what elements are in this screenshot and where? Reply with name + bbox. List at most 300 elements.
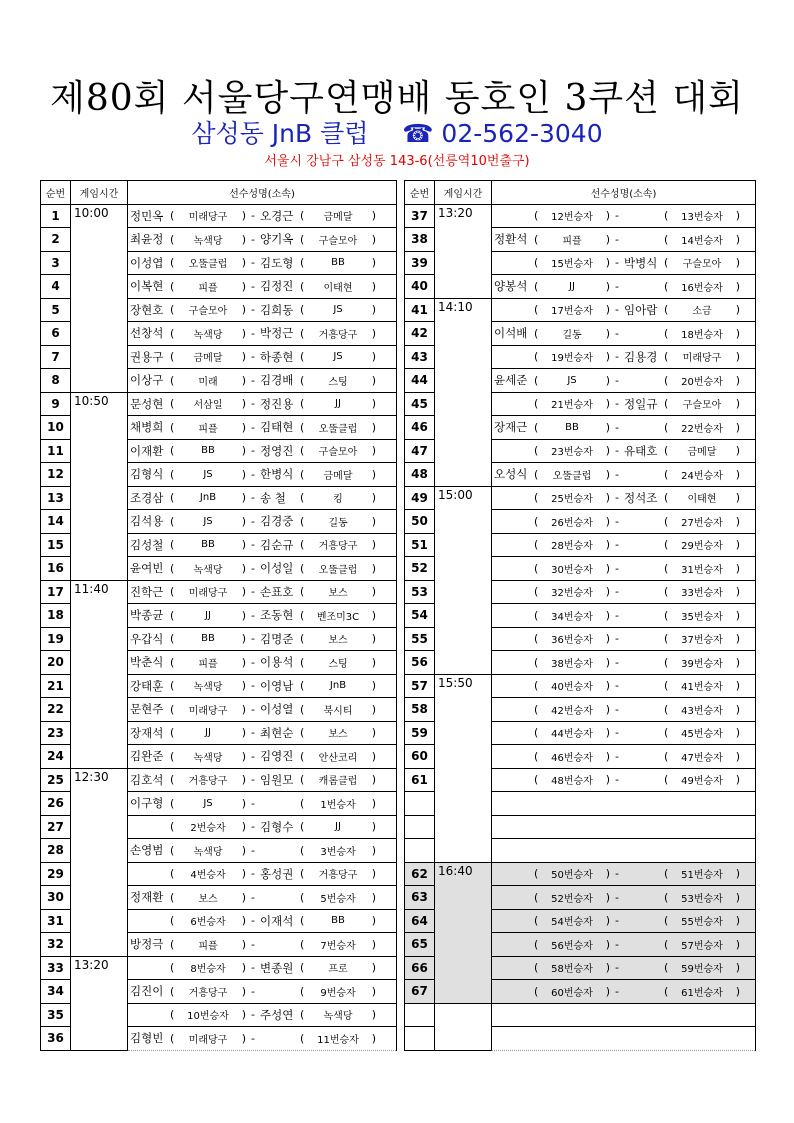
player-2-name: 정석조: [624, 490, 658, 505]
player-1-club: ( JnB ): [170, 491, 246, 505]
match-number: 7: [41, 345, 71, 369]
match-number: [405, 1003, 435, 1027]
versus-dash: -: [251, 561, 255, 575]
player-1-club-name: 보스: [198, 893, 218, 905]
versus-dash: -: [251, 514, 255, 528]
player-2-club: ( 41번승자 ): [664, 679, 740, 694]
phone-label: 02-562-3040: [441, 119, 603, 148]
player-1-name: 김호석: [130, 772, 164, 787]
versus-dash: -: [251, 726, 255, 740]
match-number: 11: [41, 439, 71, 463]
player-1-club-name: 36번승자: [551, 635, 593, 647]
match-number: 16: [41, 557, 71, 581]
player-2-name: 김희동: [260, 302, 294, 317]
player-1-club: ( BB ): [170, 444, 246, 458]
player-pair: [492, 322, 755, 345]
player-2-club-name: 24번승자: [681, 470, 723, 482]
versus-dash: -: [615, 397, 619, 411]
player-2-name: 김경중: [260, 514, 294, 529]
player-1-club-name: 4번승자: [190, 870, 226, 882]
player-2-club-name: 5번승자: [320, 893, 356, 905]
player-1-club-name: 40번승자: [551, 682, 593, 694]
player-2-club-name: 61번승자: [681, 987, 723, 999]
versus-dash: -: [615, 914, 619, 928]
player-2-club: ( BB ): [300, 914, 376, 928]
player-1-club-name: BB: [565, 421, 579, 433]
col-seq: 순번: [405, 181, 435, 205]
versus-dash: -: [615, 984, 619, 998]
player-pair: [128, 557, 396, 580]
player-1-club-name: 피플: [198, 658, 218, 670]
player-1-club-name: 15번승자: [551, 259, 593, 271]
player-1-club-name: 58번승자: [551, 964, 593, 976]
player-1-club: ( 피플 ): [170, 420, 246, 435]
player-2-name: 유태호: [624, 443, 658, 458]
player-1-club: ( BB ): [534, 420, 610, 434]
game-time: [435, 1003, 492, 1050]
player-1-club: ( JJ ): [170, 608, 246, 622]
player-2-name: 변종원: [260, 960, 294, 975]
player-pair: [128, 346, 396, 369]
match-number: 65: [405, 933, 435, 957]
player-1-club-name: 피플: [198, 282, 218, 294]
player-2-name: 손표호: [260, 584, 294, 599]
player-1-club-name: 34번승자: [551, 611, 593, 623]
match-players: [128, 768, 397, 792]
match-number: 2: [41, 228, 71, 252]
player-1-club: ( 21번승자 ): [534, 397, 610, 412]
match-players: [492, 886, 756, 910]
match-players: [492, 416, 756, 440]
player-2-name: 한병식: [260, 467, 294, 482]
player-pair: [492, 863, 755, 886]
player-1-club: ( 2번승자 ): [170, 820, 246, 835]
player-1-club: ( 19번승자 ): [534, 350, 610, 365]
match-players: [128, 298, 397, 322]
player-pair: [492, 487, 755, 510]
player-pair: [128, 510, 396, 533]
player-pair: [492, 769, 755, 792]
versus-dash: -: [615, 561, 619, 575]
player-1-club: ( 서삼일 ): [170, 397, 246, 412]
col-players: 선수성명(소속): [128, 181, 397, 205]
match-number: [405, 839, 435, 863]
player-1-name: 김형빈: [130, 1031, 164, 1046]
player-pair: [128, 769, 396, 792]
player-1-name: 박춘식: [130, 655, 164, 670]
versus-dash: -: [251, 655, 255, 669]
player-pair: [128, 1004, 396, 1027]
player-2-name: 홍성권: [260, 866, 294, 881]
match-number: 15: [41, 533, 71, 557]
player-1-name: 오성식: [494, 467, 528, 482]
player-1-club: ( 오뚤클럽 ): [170, 256, 246, 271]
player-1-club: ( 오뚤클럽 ): [534, 467, 610, 482]
versus-dash: -: [615, 632, 619, 646]
player-1-name: 이구형: [130, 796, 164, 811]
match-players: [492, 627, 756, 651]
player-pair: [492, 299, 755, 322]
player-1-club-name: 미래당구: [188, 1034, 228, 1046]
player-1-club: ( 미래당구 ): [170, 702, 246, 717]
versus-dash: -: [615, 890, 619, 904]
player-1-name: 문현주: [130, 702, 164, 717]
player-1-club-name: 6번승자: [190, 917, 226, 929]
player-2-club-name: 31번승자: [681, 564, 723, 576]
player-1-club-name: JnB: [199, 492, 217, 504]
player-1-club-name: 녹색당: [193, 752, 223, 764]
versus-dash: -: [251, 843, 255, 857]
player-2-name: 박정근: [260, 326, 294, 341]
match-number: 54: [405, 604, 435, 628]
player-pair: [492, 393, 755, 416]
player-2-club: ( 금메달 ): [300, 467, 376, 482]
player-1-name: 김석용: [130, 514, 164, 529]
player-2-club: ( 구슬모아 ): [664, 256, 740, 271]
player-2-club: ( 29번승자 ): [664, 538, 740, 553]
player-2-club: ( 20번승자 ): [664, 373, 740, 388]
match-number: 21: [41, 674, 71, 698]
player-2-club: ( 구슬모아 ): [300, 232, 376, 247]
player-1-club-name: 녹색당: [193, 329, 223, 341]
match-players: [128, 204, 397, 228]
player-2-name: 최현순: [260, 725, 294, 740]
player-1-club-name: 오뚤클럽: [188, 259, 228, 271]
match-number: 29: [41, 862, 71, 886]
player-2-club: ( 안산코리 ): [300, 749, 376, 764]
player-pair: [492, 510, 755, 533]
player-2-name: 양기옥: [260, 232, 294, 247]
versus-dash: -: [251, 467, 255, 481]
versus-dash: -: [615, 608, 619, 622]
player-pair: [492, 957, 755, 980]
player-pair: [128, 322, 396, 345]
game-time: 13:20: [71, 956, 128, 1050]
player-2-name: 이용석: [260, 655, 294, 670]
player-2-club-name: 거흥당구: [318, 870, 358, 882]
match-players: [492, 369, 756, 393]
player-1-club: ( 36번승자 ): [534, 632, 610, 647]
versus-dash: -: [615, 444, 619, 458]
player-pair: [128, 792, 396, 815]
player-1-club-name: 48번승자: [551, 776, 593, 788]
player-2-club-name: 오뚤클럽: [318, 564, 358, 576]
player-1-name: 김성철: [130, 537, 164, 552]
versus-dash: -: [251, 702, 255, 716]
player-1-name: 조경삼: [130, 490, 164, 505]
match-players: [128, 839, 397, 863]
player-2-club-name: 길동: [328, 517, 348, 529]
versus-dash: -: [251, 326, 255, 340]
versus-dash: -: [615, 420, 619, 434]
player-2-club: ( 구슬모아 ): [300, 444, 376, 459]
player-2-club: ( 녹색당 ): [300, 1008, 376, 1023]
match-number: 51: [405, 533, 435, 557]
player-pair: [492, 933, 755, 956]
match-players: [492, 980, 756, 1004]
versus-dash: -: [251, 773, 255, 787]
game-time: 14:10: [435, 298, 492, 486]
player-pair: [492, 604, 755, 627]
match-players: [128, 933, 397, 957]
player-1-name: 최윤정: [130, 232, 164, 247]
match-number: 12: [41, 463, 71, 487]
match-players: [128, 1003, 397, 1027]
match-players: [128, 463, 397, 487]
player-pair: [492, 581, 755, 604]
player-2-club-name: 14번승자: [681, 235, 723, 247]
versus-dash: -: [615, 867, 619, 881]
player-pair: [128, 393, 396, 416]
player-pair: [128, 816, 396, 839]
versus-dash: -: [251, 890, 255, 904]
match-players: [128, 745, 397, 769]
player-1-club: ( 금메달 ): [170, 350, 246, 365]
player-2-name: 오경근: [260, 208, 294, 223]
versus-dash: -: [251, 209, 255, 223]
match-players: [492, 956, 756, 980]
player-1-club-name: 녹색당: [193, 846, 223, 858]
match-players: [492, 1027, 756, 1051]
versus-dash: -: [251, 397, 255, 411]
player-1-club: ( 녹색당 ): [170, 749, 246, 764]
versus-dash: -: [615, 726, 619, 740]
player-pair: [128, 745, 396, 768]
player-pair: [492, 745, 755, 768]
versus-dash: -: [251, 256, 255, 270]
match-number: 23: [41, 721, 71, 745]
versus-dash: -: [615, 279, 619, 293]
player-2-club-name: 구슬모아: [318, 235, 358, 247]
match-players: [128, 416, 397, 440]
match-players: [128, 1027, 397, 1051]
player-1-club-name: 25번승자: [551, 494, 593, 506]
table-row: [41, 580, 397, 604]
player-2-name: 박병식: [624, 255, 658, 270]
player-1-club-name: JS: [567, 374, 577, 386]
match-number: 13: [41, 486, 71, 510]
player-2-club-name: 3번승자: [320, 846, 356, 858]
player-2-club: ( 캐롬클럽 ): [300, 773, 376, 788]
player-pair: [128, 463, 396, 486]
player-2-club-name: 이태현: [687, 494, 717, 506]
player-2-club-name: 51번승자: [681, 870, 723, 882]
player-2-club: ( 24번승자 ): [664, 467, 740, 482]
player-1-club: ( 28번승자 ): [534, 538, 610, 553]
player-1-name: 손영범: [130, 843, 164, 858]
versus-dash: -: [251, 232, 255, 246]
player-pair: [128, 628, 396, 651]
player-2-club: ( 미래당구 ): [664, 350, 740, 365]
player-2-name: 김태현: [260, 420, 294, 435]
player-2-club-name: JJ: [335, 821, 341, 833]
player-2-club: ( 37번승자 ): [664, 632, 740, 647]
player-1-name: 장재석: [130, 725, 164, 740]
player-1-club: ( 12번승자 ): [534, 209, 610, 224]
versus-dash: -: [615, 937, 619, 951]
player-1-club-name: 녹색당: [193, 235, 223, 247]
match-number: 46: [405, 416, 435, 440]
player-1-club: ( 길동 ): [534, 326, 610, 341]
player-pair: [128, 1027, 396, 1050]
player-2-name: 송 철: [260, 490, 286, 505]
versus-dash: -: [251, 1031, 255, 1045]
player-2-club: ( 길동 ): [300, 514, 376, 529]
player-1-club-name: 56번승자: [551, 940, 593, 952]
match-players: [128, 627, 397, 651]
player-2-club: ( JnB ): [300, 679, 376, 693]
player-1-club: ( JS ): [170, 467, 246, 481]
match-players: [492, 580, 756, 604]
player-1-club-name: 2번승자: [190, 823, 226, 835]
player-1-club: ( 구슬모아 ): [170, 303, 246, 318]
player-1-club: ( 녹색당 ): [170, 326, 246, 341]
player-1-name: 선창석: [130, 326, 164, 341]
player-2-club: ( 55번승자 ): [664, 914, 740, 929]
player-1-club-name: 38번승자: [551, 658, 593, 670]
player-1-club: ( 미래 ): [170, 373, 246, 388]
player-pair: [492, 980, 755, 1003]
match-number: 18: [41, 604, 71, 628]
match-number: 1: [41, 204, 71, 228]
match-players: [492, 1003, 756, 1027]
versus-dash: -: [251, 303, 255, 317]
player-pair: [128, 910, 396, 933]
match-players: [128, 956, 397, 980]
game-time: 10:00: [71, 204, 128, 392]
player-pair: [128, 933, 396, 956]
player-2-club: ( 오뚤클럽 ): [300, 420, 376, 435]
player-1-name: 윤세준: [494, 373, 528, 388]
player-2-club: ( 5번승자 ): [300, 890, 376, 905]
player-2-name: 김정진: [260, 279, 294, 294]
player-2-name: 조동현: [260, 608, 294, 623]
match-number: 31: [41, 909, 71, 933]
match-players: [128, 792, 397, 816]
player-2-club-name: 미래당구: [682, 353, 722, 365]
player-1-club-name: 23번승자: [551, 447, 593, 459]
player-1-name: 이상구: [130, 373, 164, 388]
game-time: 10:50: [71, 392, 128, 580]
player-1-name: 이성엽: [130, 255, 164, 270]
match-players: [492, 815, 756, 839]
match-number: 33: [41, 956, 71, 980]
versus-dash: -: [251, 444, 255, 458]
match-players: [128, 322, 397, 346]
table-row: [405, 298, 756, 322]
player-pair: [128, 839, 396, 862]
player-2-club-name: 스팅: [328, 376, 348, 388]
player-2-name: 김영진: [260, 749, 294, 764]
player-1-club: ( 26번승자 ): [534, 514, 610, 529]
player-pair: [128, 698, 396, 721]
match-players: [492, 533, 756, 557]
match-number: 40: [405, 275, 435, 299]
player-1-club: ( JS ): [170, 796, 246, 810]
player-1-club: ( 38번승자 ): [534, 655, 610, 670]
player-2-name: 정영진: [260, 443, 294, 458]
match-players: [492, 439, 756, 463]
player-2-club-name: 금메달: [323, 212, 353, 224]
player-1-club-name: 50번승자: [551, 870, 593, 882]
player-2-club-name: 거흥당구: [318, 541, 358, 553]
player-2-club-name: 16번승자: [681, 282, 723, 294]
player-1-club-name: 미래당구: [188, 212, 228, 224]
player-pair: [128, 275, 396, 298]
player-2-club: ( 49번승자 ): [664, 773, 740, 788]
player-2-club-name: 13번승자: [681, 212, 723, 224]
versus-dash: -: [251, 937, 255, 951]
player-1-club: ( 미래당구 ): [170, 209, 246, 224]
versus-dash: -: [251, 1008, 255, 1022]
player-pair: [128, 416, 396, 439]
versus-dash: -: [251, 491, 255, 505]
player-2-club-name: JS: [333, 351, 343, 363]
match-number: 44: [405, 369, 435, 393]
player-2-club: ( 이태현 ): [664, 491, 740, 506]
versus-dash: -: [251, 796, 255, 810]
player-2-club: ( 스팅 ): [300, 373, 376, 388]
player-pair: [492, 252, 755, 275]
player-pair: [128, 675, 396, 698]
player-pair: [492, 910, 755, 933]
player-1-club: ( 40번승자 ): [534, 679, 610, 694]
player-2-club: ( JJ ): [300, 820, 376, 834]
player-2-club: ( JJ ): [300, 397, 376, 411]
player-1-club: ( JJ ): [170, 726, 246, 740]
player-1-name: 정민옥: [130, 208, 164, 223]
player-1-club: ( 보스 ): [170, 890, 246, 905]
player-pair: [128, 487, 396, 510]
player-2-club: ( 39번승자 ): [664, 655, 740, 670]
player-1-club-name: JJ: [569, 280, 575, 292]
player-1-club: ( JS ): [534, 373, 610, 387]
player-2-club-name: 27번승자: [681, 517, 723, 529]
match-players: [492, 721, 756, 745]
player-1-name: 채병희: [130, 420, 164, 435]
player-2-club-name: BB: [331, 257, 345, 269]
match-players: [492, 839, 756, 863]
table-header: [41, 181, 397, 205]
match-players: [492, 298, 756, 322]
match-players: [128, 862, 397, 886]
match-players: [128, 533, 397, 557]
player-1-name: 권용구: [130, 349, 164, 364]
player-pair: [128, 722, 396, 745]
player-pair: [128, 440, 396, 463]
col-players: 선수성명(소속): [492, 181, 756, 205]
match-players: [492, 862, 756, 886]
player-pair: [128, 604, 396, 627]
player-2-club: ( 보스 ): [300, 585, 376, 600]
versus-dash: -: [615, 679, 619, 693]
match-players: [492, 674, 756, 698]
player-2-club-name: 37번승자: [681, 635, 723, 647]
match-players: [492, 486, 756, 510]
player-1-name: 이석배: [494, 326, 528, 341]
player-2-club: ( 43번승자 ): [664, 702, 740, 717]
player-2-club-name: 거흥당구: [318, 329, 358, 341]
player-1-club-name: 26번승자: [551, 517, 593, 529]
match-players: [128, 674, 397, 698]
player-1-club: ( 54번승자 ): [534, 914, 610, 929]
versus-dash: -: [615, 232, 619, 246]
player-2-club: ( 51번승자 ): [664, 867, 740, 882]
player-2-club: ( 스팅 ): [300, 655, 376, 670]
match-number: 19: [41, 627, 71, 651]
player-2-club: ( 보스 ): [300, 726, 376, 741]
player-pair: [492, 346, 755, 369]
